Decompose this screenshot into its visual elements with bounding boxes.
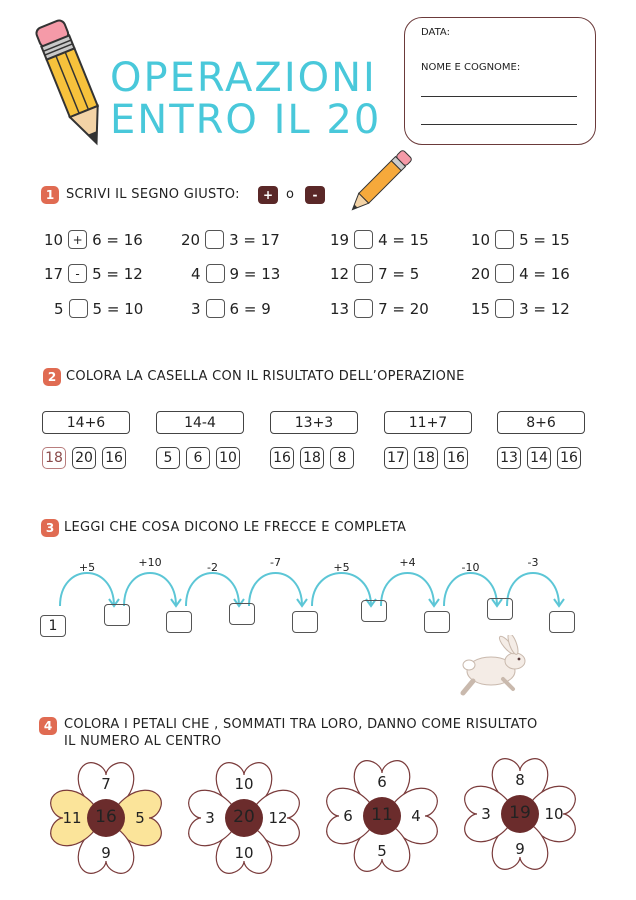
jump-arrow <box>60 573 114 606</box>
result-option-box[interactable]: 18 <box>414 447 438 469</box>
answer-box[interactable] <box>292 611 318 633</box>
section-1-title: SCRIVI IL SEGNO GIUSTO: <box>66 187 240 202</box>
petal-number-left: 3 <box>481 805 491 823</box>
operation-box: 11+7 <box>384 411 472 434</box>
result-option-box[interactable]: 8 <box>330 447 354 469</box>
date-label: DATA: <box>421 27 450 38</box>
petal-number-right: 4 <box>411 807 421 825</box>
sign-answer-box[interactable]: + <box>68 230 87 249</box>
name-line-1[interactable] <box>421 96 577 97</box>
equation-first-number: 3 <box>191 300 201 318</box>
equation-rest: 5 = 10 <box>92 300 144 318</box>
jump-label: -10 <box>461 561 480 574</box>
petal-number-top: 8 <box>515 771 525 789</box>
jump-label: +5 <box>78 561 96 574</box>
operation-box: 14-4 <box>156 411 244 434</box>
answer-box[interactable] <box>229 603 255 625</box>
equation-rest: 5 = 15 <box>519 231 570 249</box>
equation <box>181 230 280 250</box>
pencil-illustration <box>30 10 115 160</box>
equation-first-number: 10 <box>471 231 491 249</box>
jump-label: -2 <box>207 561 218 574</box>
equation-first-number: 13 <box>330 300 350 318</box>
jump-label: +10 <box>138 556 162 569</box>
flower-center-number: 16 <box>95 807 117 827</box>
equation <box>44 230 143 250</box>
small-pencil-illustration <box>340 145 420 220</box>
result-option-box[interactable]: 16 <box>557 447 581 469</box>
section-1-badge: 1 <box>41 186 59 204</box>
answer-box[interactable] <box>424 611 450 633</box>
equation-rest: 5 = 12 <box>92 265 143 283</box>
jump-arrow <box>381 573 434 606</box>
section-3-title: LEGGI CHE COSA DICONO LE FRECCE E COMPLETA <box>64 520 407 535</box>
equation <box>191 264 280 284</box>
equation-first-number: 19 <box>330 231 350 249</box>
equation <box>471 299 570 319</box>
jump-arrow <box>186 573 239 606</box>
flower-center-number: 19 <box>509 803 531 823</box>
flower-center-number: 11 <box>371 805 393 825</box>
sign-answer-box[interactable] <box>205 230 224 249</box>
jump-label: -3 <box>527 556 539 569</box>
section-2-badge: 2 <box>43 368 61 386</box>
equation <box>330 230 429 250</box>
sign-answer-box[interactable] <box>354 230 373 249</box>
equation <box>44 264 143 284</box>
rabbit-illustration <box>455 635 535 697</box>
page-title-line-2: ENTRO IL 20 <box>110 97 382 143</box>
equation-first-number: 5 <box>54 300 64 318</box>
result-option-box[interactable]: 16 <box>102 447 126 469</box>
sign-answer-box[interactable] <box>495 264 514 283</box>
operation-box: 13+3 <box>270 411 358 434</box>
name-line-2[interactable] <box>421 124 577 125</box>
equation-rest: 9 = 13 <box>229 265 281 283</box>
result-option-box[interactable]: 16 <box>444 447 468 469</box>
or-text: o <box>286 187 294 202</box>
section-3-badge: 3 <box>41 519 59 537</box>
equation-first-number: 4 <box>191 265 201 283</box>
jump-arrow <box>124 573 176 606</box>
result-option-box[interactable]: 20 <box>72 447 96 469</box>
equation-first-number: 12 <box>330 265 350 283</box>
answer-box[interactable] <box>487 598 513 620</box>
result-option-box[interactable]: 10 <box>216 447 240 469</box>
section-4-title-line-2: IL NUMERO AL CENTRO <box>64 734 222 749</box>
equation <box>330 299 429 319</box>
section-4-title-line-1: COLORA I PETALI CHE , SOMMATI TRA LORO, DANNO COME RISULTATO <box>64 717 538 732</box>
equation-rest: 6 = 9 <box>229 300 271 318</box>
equation <box>471 264 570 284</box>
operation-box: 8+6 <box>497 411 585 434</box>
sign-answer-box[interactable] <box>69 299 88 318</box>
equation-first-number: 10 <box>44 231 64 249</box>
equation <box>191 299 271 319</box>
petal-number-left: 6 <box>343 807 353 825</box>
equation-rest: 7 = 20 <box>378 300 429 318</box>
jump-arrow <box>249 573 302 606</box>
equation <box>54 299 143 319</box>
section-4-badge: 4 <box>39 717 57 735</box>
jump-label: +4 <box>399 556 416 569</box>
answer-box[interactable] <box>104 604 130 626</box>
equation-rest: 6 = 16 <box>92 231 143 249</box>
petal-number-left: 3 <box>205 809 215 827</box>
plus-sign-chip: + <box>258 186 278 204</box>
petal-number-top: 10 <box>234 775 254 793</box>
sign-answer-box[interactable] <box>495 299 514 318</box>
result-option-box[interactable]: 5 <box>156 447 180 469</box>
answer-box[interactable] <box>166 611 192 633</box>
result-option-box[interactable]: 18 <box>300 447 324 469</box>
equation-rest: 7 = 5 <box>378 265 420 283</box>
result-option-box[interactable]: 13 <box>497 447 521 469</box>
minus-sign-chip: - <box>305 186 325 204</box>
result-option-box[interactable]: 6 <box>186 447 210 469</box>
equation-rest: 4 = 15 <box>378 231 429 249</box>
sign-answer-box[interactable] <box>495 230 514 249</box>
jump-label: -7 <box>270 556 281 569</box>
result-option-box[interactable]: 14 <box>527 447 551 469</box>
result-option-box[interactable]: 18 <box>42 447 66 469</box>
page-title-line-1: OPERAZIONI <box>110 55 377 101</box>
petal-number-top: 6 <box>377 773 387 791</box>
sign-answer-box[interactable]: - <box>68 264 87 283</box>
petal-number-bottom: 9 <box>101 844 111 862</box>
student-info-box <box>404 17 596 145</box>
equation-rest: 3 = 17 <box>229 231 280 249</box>
petal-number-right: 12 <box>268 809 288 827</box>
answer-box[interactable] <box>549 611 575 633</box>
start-number-box: 1 <box>40 615 66 637</box>
sign-answer-box[interactable] <box>354 299 373 318</box>
petal-number-top: 7 <box>101 775 111 793</box>
sign-answer-box[interactable] <box>206 264 225 283</box>
result-option-box[interactable]: 16 <box>270 447 294 469</box>
operation-box: 14+6 <box>42 411 130 434</box>
jump-label: +5 <box>333 561 350 574</box>
equation-first-number: 15 <box>471 300 491 318</box>
result-option-box[interactable]: 17 <box>384 447 408 469</box>
petal-number-right: 5 <box>135 809 145 827</box>
sign-answer-box[interactable] <box>354 264 373 283</box>
petal-number-bottom: 9 <box>515 840 525 858</box>
jump-arrow <box>507 573 559 606</box>
sign-answer-box[interactable] <box>206 299 225 318</box>
equation-first-number: 20 <box>181 231 201 249</box>
petal-number-left: 11 <box>62 809 82 827</box>
petal-number-bottom: 5 <box>377 842 387 860</box>
flower-center-number: 20 <box>233 807 255 827</box>
equation-first-number: 20 <box>471 265 491 283</box>
equation <box>330 264 419 284</box>
name-label: NOME E COGNOME: <box>421 62 521 73</box>
section-2-title: COLORA LA CASELLA CON IL RISULTATO DELL’OPERAZIONE <box>66 369 465 384</box>
equation-rest: 3 = 12 <box>519 300 570 318</box>
answer-box[interactable] <box>361 600 387 622</box>
equation-rest: 4 = 16 <box>519 265 570 283</box>
petal-number-right: 10 <box>544 805 564 823</box>
petal-number-bottom: 10 <box>234 844 254 862</box>
equation <box>471 230 570 250</box>
equation-first-number: 17 <box>44 265 64 283</box>
